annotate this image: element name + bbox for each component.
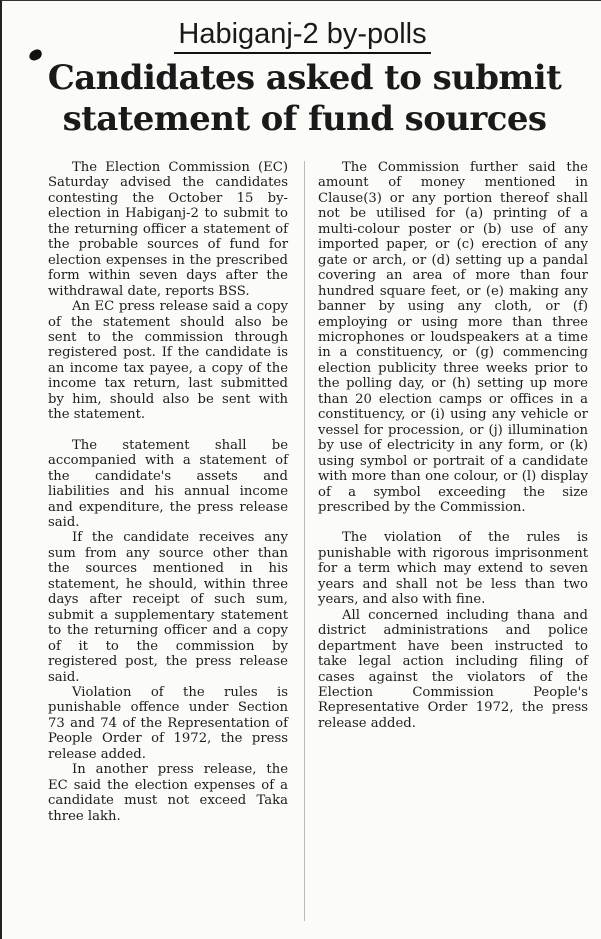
paragraph: The Commission further said the amount of money mentioned in Clause(3) or any portion thereof shall not be utilised for (a) printing of a multi-colour poster or (b) use of any imported paper, or (c) erection of any gate or arch, or (d) setting up a pandal covering an area of more than four hundred square feet, or (e) making any banner by using any cloth, or (f) employing or using more than three microphones or loudspeakers at a time in a constituency, or (g) commencing election publicity three weeks prior to the polling day, or (h) setting up more than 20 election camps or offices in a constituency, or (i) using any vehicle or vessel for procession, or (j) illumination by use of electricity in any form, or (k) using symbol or portrait of a candidate with more than one colour, or (l) display of a symbol exceeding the size prescribed by the Commission. xyxy=(318,160,588,515)
headline xyxy=(12,58,597,140)
paragraph: The violation of the rules is punishable with rigorous imprisonment for a term which may extend to seven years and shall not be less than two years, and also with fine. xyxy=(318,530,588,608)
paragraph: All concerned including thana and district administrations and police department have been instructed to take legal action including filing of cases against the violators of the Election Commission People's Representative Order 1972, the press release added. xyxy=(318,607,588,731)
headline-line-2: statement of fund sources xyxy=(62,99,547,139)
column-divider xyxy=(304,161,305,921)
right-column xyxy=(318,160,588,731)
paragraph: An EC press release said a copy of the statement should also be sent to the commission through registered post. If the candidate is an income tax payee, a copy of the income tax return, last submitted by him, should also be sent with the statement. xyxy=(48,299,288,423)
paragraph: If the candidate receives any sum from any source other than the sources mentioned in his statement, he should, within three days after receipt of such sum, submit a supplementary statement to the returning officer and a copy of it to the commission by registered post, the press release said. xyxy=(48,530,288,685)
left-column xyxy=(48,160,288,824)
kicker: Habiganj-2 by-polls xyxy=(174,17,430,54)
paragraph: The Election Commission (EC) Saturday advised the candidates contesting the October 15 by-election in Habiganj-2 to submit to the returning officer a statement of the probable sources of fund for election expenses in the prescribed form within seven days after the withdrawal date, reports BSS. xyxy=(48,160,288,299)
paragraph: Violation of the rules is punishable offence under Section 73 and 74 of the Representation of People Order of 1972, the press release added. xyxy=(48,684,288,762)
kicker-container xyxy=(2,17,601,54)
paragraph: The statement shall be accompanied with a statement of the candidate's assets and liabilities and his annual income and expenditure, the press release said. xyxy=(48,437,288,530)
headline-line-1: Candidates asked to submit xyxy=(47,58,562,98)
paragraph: In another press release, the EC said the election expenses of a candidate must not exceed Taka three lakh. xyxy=(48,762,288,824)
